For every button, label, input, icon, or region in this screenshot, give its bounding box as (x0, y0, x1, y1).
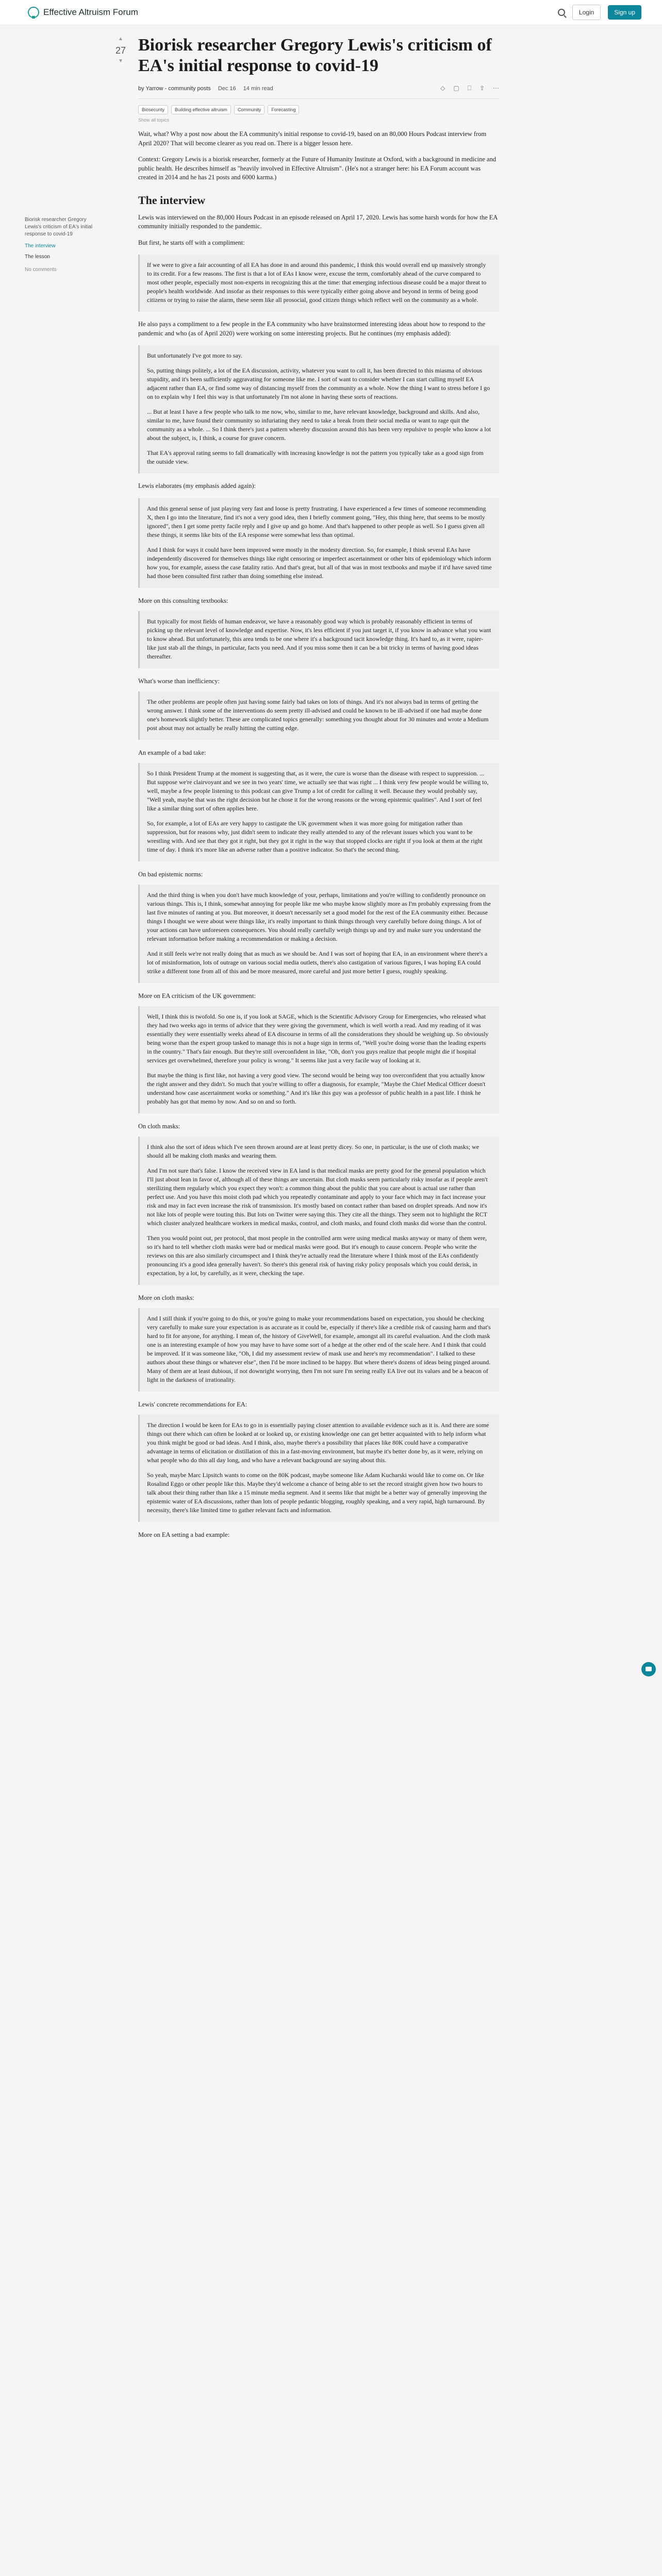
comment-icon[interactable]: ▢ (453, 84, 459, 92)
table-of-contents (25, 216, 97, 273)
quote-paragraph: The direction I would be keen for EAs to go in is essentially paying closer attention to available evidence such as it is. And there are some things out there which can often be looked at or looked up, or existing knowledge one can get better acquainted with to help inform what you think might be good or bad ideas. And I think, also, maybe there's a possibility that places like 80K could have a comparative advantage in terms of elicitation or distillation of this in a fast-moving environment, but maybe it's better done by, as it were, relying on what people who do this all day long, and who have a relevant background are saying about this. (147, 1421, 489, 1464)
quote-block (138, 1308, 499, 1392)
section-label: An example of a bad take: (138, 749, 206, 756)
paragraph: He also pays a compliment to a few people in the EA community who have brainstormed interesting ideas about how to respond to the pandemic and who (as of April 2020) were working on some interesting projects. But he continues (my emphasis added): (138, 320, 486, 337)
show-all-topics-link[interactable]: Show all topics (138, 117, 170, 123)
quote-paragraph: But unfortunately I've got more to say. (147, 352, 243, 359)
quote-block (138, 498, 499, 588)
quote-paragraph: The other problems are people often just having some fairly bad takes on lots of things. And it's not always bad in terms of getting the wrong answer. I think some of the interventions do seem pretty ill-advised and could be known to be ill-advised if one had maybe done one's homework slightly better. These are complicated topics generally: something you thought about for 30 minutes and wrote a Medium post about may not actually be really hitting the cutting edge. (147, 698, 489, 732)
intro-paragraph: Wait, what? Why a post now about the EA community's initial response to covid-19, based on an 80,000 Hours Podcast interview from April 2020? That will become clearer as you read on. There is a bigger lesson here. (138, 130, 487, 147)
quote-paragraph: Then you would point out, per protocol, that most people in the controlled arm were using medical masks anyway or many of them were, so it's hard to tell whether cloth masks were bad or medical masks were good. But it's enough to cause concern. People who write the reviews on this are also similarly circumspect and I think they're actually read the literature where I think most of the EAs confidently pronouncing it's a good idea generally haven't. So there's this general risk of having risky policy proposals which you could derisk, in expectation, by a lot, by carefully, as it were, checking the tape. (147, 1234, 487, 1277)
brand-name: Effective Altruism Forum (43, 7, 138, 17)
post-date: Dec 16 (218, 85, 236, 92)
quote-paragraph: And the third thing is when you don't have much knowledge of your, perhaps, limitations and you're willing to confidently pronounce on various things. This is, I think, somewhat annoying for people like me who maybe know slightly more as I'm probably expressing from the last five minutes of ranting at you. But moreover, it doesn't necessarily set a good model for the rest of the EA community either. Because things I thought we were about were things like, it's really important to think things through very carefully before doing things. A lot of your actions can have unforeseen consequences. You should really carefully weigh things up and try and make sure you understand the relevant information before making a recommendation or making a decision. (147, 891, 491, 942)
section-label: On bad epistemic norms: (138, 870, 203, 878)
vote-score: 27 (115, 45, 126, 56)
section-label: What's worse than inefficiency: (138, 677, 220, 685)
toc-item-lesson[interactable]: The lesson (25, 254, 50, 260)
vote-icon[interactable]: ◇ (440, 84, 445, 92)
quote-paragraph: So I think President Trump at the moment is suggesting that, as it were, the cure is worse than the disease with respect to suppression. ... But suppose we're clairvoyant and we see in two years' time, we actually see that was right ... I think very few people would be willing to, well, maybe a few people listening to this podcast can give Trump a lot of credit for calling it well. Because they would probably say, "Well yeah, maybe that was the right decision but he chose it for the wrong reasons or the wrong epistemic qualities". And I sort of feel like a similar thing sort of often applies here. (147, 769, 489, 812)
search-icon[interactable] (558, 9, 565, 16)
tag-list (138, 105, 499, 114)
section-label: More on cloth masks: (138, 1294, 194, 1301)
quote-paragraph: I think also the sort of ideas which I've seen thrown around are at least pretty dicey. So one, in particular, is the use of cloth masks; we should all be making cloth masks and wearing them. (147, 1143, 479, 1159)
tag-community[interactable]: Community (234, 105, 265, 114)
share-icon[interactable]: ⇪ (479, 84, 485, 92)
tag-building-ea[interactable]: Building effective altruism (171, 105, 231, 114)
context-paragraph: Context: Gregory Lewis is a biorisk researcher, formerly at the Future of Humanity Institute at Oxford, with a background in medicine and public health. He describes himself as "heavily involved in Effective Altruism". (He's not a stranger here: his EA Forum account was created in 2014 and he has 21 posts and 6000 karma.) (138, 156, 496, 181)
quote-paragraph: And I think for ways it could have been improved were mostly in the modesty direction. So, for example, I think several EAs have independently discovered for themselves things like right censoring or imperfect ascertainment or other bits of epidemiology which inform how you, for example, assess the case fatality ratio. And that's great, but all of that was in most textbooks and maybe if it'd have saved time had those been consulted first rather than doing something else instead. (147, 546, 492, 580)
quote-paragraph: That EA's approval rating seems to fall dramatically with increasing knowledge is not the pattern you typically take as a good sign from the outside view. (147, 449, 484, 465)
brand[interactable] (28, 7, 138, 18)
toc-no-comments[interactable]: No comments (25, 267, 57, 273)
paragraph: Lewis elaborates (my emphasis added again): (138, 482, 256, 489)
quote-paragraph: And this general sense of just playing very fast and loose is pretty frustrating. I have experienced a few times of someone recommending X, then I go into the literature, find it's not a very good idea, then I briefly comment going, "Hey, this thing here, that seems to be mostly ignored", then I get some pretty facile reply and I give up and go home. And that's happened to other people as well. So I guess given all these things, it seems like bits of the EA response were somewhat less than optimal. (147, 504, 486, 538)
quote-block (138, 691, 499, 740)
quote-paragraph: So yeah, maybe Marc Lipsitch wants to come on the 80K podcast, maybe someone like Adam Kucharski would like to come on. Or like Rosalind Eggo or other people like this. Maybe they'd welcome a chance of being able to set the record straight given how two hours to talk about their thing rather than like a 15 minute media segment. And it seems like that might be a better way of generally improving the epistemic water of EA discussions, rather than lots of people pedantic blogging, roughly speaking, and a very rapid, high turnaround. By necessity, there's like limited time to gather relevant facts and information. (147, 1471, 487, 1514)
toc-post-title[interactable]: Biorisk researcher Gregory Lewis's criticism of EA's initial response to covid-19 (25, 217, 93, 237)
section-label: More on EA setting a bad example: (138, 1531, 230, 1538)
quote-paragraph: And I still think if you're going to do this, or you're going to make your recommendations based on expectation, you should be checking very carefully to make sure your expectation is as accurate as it could be, especially if there's like a credible risk of causing harm and that's hard to fit for anyone, for anything. I mean of, the history of GiveWell, for example, amongst all its careful evaluation. And the cloth mask one is an interesting example of how you may have to have some sort of a hedge at the other end of the scale here. And I think that could be improved. If it was someone like, "Oh, I did my assessment review of mask use and here's my recommendation". I talked to these authors about these things or whatever else", then I'd be more inclined to be happy. But where there's dozens of ideas being pinged around. Many of them are at least dubious, if not downright worrying, then I'm not sure I'm seeing really EA live out its values and be a beacon of light in the darkness of irrationality. (147, 1314, 491, 1383)
quote-paragraph: If we were to give a fair accounting of all EA has done in and around this pandemic, I think this would overall end up massively strongly to its credit. For a few reasons. The first is that a lot of EAs I know were, excuse the term, comfortably ahead of the curve compared to most other people, especially most non-experts in recognizing this at the time: that emerging infectious disease could be a major threat to people's health worldwide. And insofar as their responses to this were typically either going above and beyond in terms of being good citizens or trying to raise the alarm, these seem like all prosocial, good citizen things which reflect well on the community as a whole. (147, 261, 487, 303)
quote-block (138, 255, 499, 312)
quote-paragraph: Well, I think this is twofold. So one is, if you look at SAGE, which is the Scientific Advisory Group for Emergencies, who released what they had two weeks ago in terms of advice that they were giving the government, which is well worth a read. And my reading of it was essentially they were essentially weeks ahead of EA discourse in terms of all the considerations they should be weighing up. So obviously being worse than the expert group tasked to manage this is not a huge sign in terms of, "Well you're doing worse than the leading experts in the country." That's fair enough. But they're still overconfident in like, "Oh, don't you guys realize that people might die if hospital services get overwhelmed, therefore your policy is wrong." It seems like just a very facile way of looking at it. (147, 1012, 489, 1064)
toc-item-interview[interactable]: The interview (25, 243, 56, 249)
top-navbar (0, 0, 662, 25)
quote-block (138, 611, 499, 668)
tag-forecasting[interactable]: Forecasting (268, 105, 299, 114)
paragraph: Lewis was interviewed on the 80,000 Hours Podcast in an episode released on April 17, 2020. Lewis has some harsh words for how the EA community initially responded to the pandemic. (138, 213, 498, 230)
section-heading-interview: The interview (138, 193, 206, 207)
quote-paragraph: But typically for most fields of human endeavor, we have a reasonably good way which is probably reasonably efficient in terms of picking up the relevant level of knowledge and expertise. Now, it's less efficient if you just target it, if you know in advance what you want to know ahead. But unfortunately, this area tends to be one where it's a background tacit knowledge thing. It's hard to, as it were, rapier-like just stab all the things, in particular, facts you need. And if you miss some then it can be a bit tricky in terms of having good ideas thereafter. (147, 617, 491, 660)
downvote-icon[interactable]: ▼ (118, 58, 123, 64)
quote-block (138, 1006, 499, 1113)
quote-block (138, 1415, 499, 1522)
section-label: More on this consulting textbooks: (138, 597, 228, 604)
lightbulb-logo-icon (28, 7, 39, 18)
quote-paragraph: ... But at least I have a few people who talk to me now, who, similar to me, have relevant knowledge, background and skills. And also, similar to me, have found their community so infuriating they need to take a break from their social media or want to rage quit the community as a whole. ... So I think there's just a pattern whereby discussion around this has been very repulsive to people who know a lot about the subject, is, I think, a course for grave concern. (147, 408, 491, 442)
login-button[interactable]: Login (572, 5, 601, 20)
quote-block (138, 763, 499, 861)
bookmark-icon[interactable]: ⎕ (467, 84, 471, 92)
quote-paragraph: So, for example, a lot of EAs are very happy to castigate the UK government when it was more going for mitigation rather than suppression, but for reasons why, just didn't seem to indicate they really attended to any of the relevant issues which you want to be wrestling with. And see that they got it right, but they got it right in the way that stopped clocks are right if you look at them at the right time of day. I think it's more like an adverse rather than a positive indicator. So that's the second thing. (147, 819, 483, 853)
post-author[interactable]: by Yarrow - community posts (138, 85, 211, 92)
section-label: More on EA criticism of the UK government: (138, 992, 256, 999)
post-title: Biorisk researcher Gregory Lewis's criticism of EA's initial response to covid-19 (138, 36, 492, 75)
quote-paragraph: And it still feels we're not really doing that as much as we should be. And I was sort of hoping that EA, in an environment where there's a lot of misinformation, lots of outrage on various social media outlets, there's also castigation of various figures, I was hoping EA could strike a different tone from all of this and be more measured, more careful and just more better I guess, roughly speaking. (147, 950, 488, 975)
paragraph: But first, he starts off with a compliment: (138, 239, 245, 246)
post-article (138, 27, 499, 1545)
quote-paragraph: But maybe the thing is first like, not having a very good view. The second would be being way too overconfident that you actually know the right answer and they didn't. So much that you're willing to offer a diagnosis, for example, "Maybe the Chief Medical Officer doesn't understand how case ascertainment works or something." And it's like this guy was a professor of public health in a past life. I think he probably has got that memo by now. And so on and so forth. (147, 1071, 486, 1105)
quote-paragraph: And I'm not sure that's false. I know the received view in EA land is that medical masks are pretty good for the general population which I'll just about lean in favor of, although all of these things are uncertain. But cloth masks seem particularly risky insofar as if people aren't sterilizing them regularly which you expect they won't: a common thing about the public that you care about is actual use rather than perfect use. And you have this moist cloth pad which you repeatedly contaminate and apply to your face which may in fact increase your risk and may in fact even increase the risk of transmission. It's mostly based on contact rather than based on droplet spreads. And now it's not like lots of people were touting this. But lots on Twitter were saying this. They cite all the things. They seem not to highlight the RCT which cluster analyzed healthcare workers in medical masks, control, and cloth masks, and found cloth masks did worse than the control. (147, 1166, 488, 1227)
quote-block (138, 885, 499, 983)
more-options-icon[interactable]: ⋯ (493, 84, 499, 92)
section-label: Lewis' concrete recommendations for EA: (138, 1400, 247, 1408)
quote-paragraph: So, putting things politely, a lot of the EA discussion, activity, whatever you want to call it, has been directed to this miasma of obvious stupidity, and it's been sufficiently aggravating for someone like me. I sort of want to consider whether I can start culling myself EA adjacent rather than EA, or find some way of distancing myself from the community as a whole. Now the thing I want to stress before I go on to explain why I feel this way is that unfortunately I'm not alone in having these sorts of reactions. (147, 367, 490, 400)
post-read-time: 14 min read (243, 85, 273, 92)
signup-button[interactable]: Sign up (608, 5, 641, 20)
quote-block (138, 1137, 499, 1285)
tag-biosecurity[interactable]: Biosecurity (138, 105, 168, 114)
chat-bubble-icon[interactable] (641, 1662, 656, 1676)
vote-widget (114, 36, 127, 65)
post-byline (138, 84, 499, 99)
quote-block (138, 345, 499, 473)
upvote-icon[interactable]: ▲ (118, 36, 123, 42)
section-label: On cloth masks: (138, 1122, 180, 1130)
